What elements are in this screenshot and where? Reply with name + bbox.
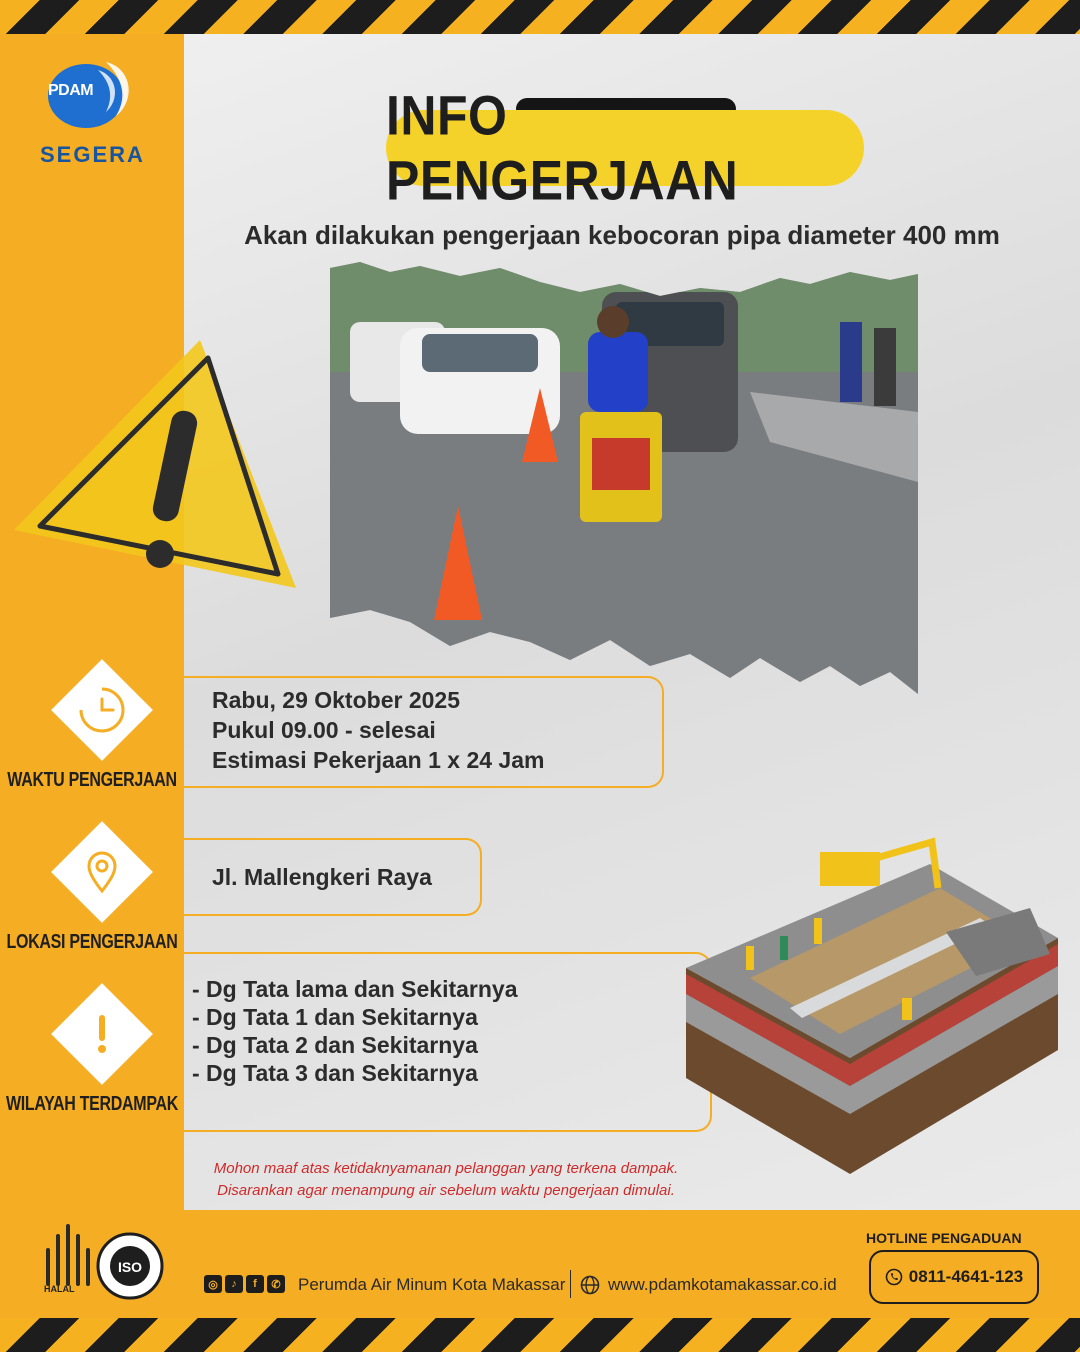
hotline-label: HOTLINE PENGADUAN	[866, 1230, 1022, 1246]
worksite-photo	[330, 262, 918, 694]
waktu-label: WAKTU PENGERJAAN	[7, 769, 177, 791]
notice-line-2: Disarankan agar menampung air sebelum waktu pengerjaan dimulai.	[217, 1182, 675, 1199]
hazard-stripe-top	[0, 0, 1080, 34]
facebook-icon[interactable]: f	[246, 1275, 264, 1293]
page-title: INFO PENGERJAAN	[386, 84, 739, 212]
location-pin-icon	[72, 842, 132, 902]
whatsapp-icon	[885, 1268, 903, 1286]
logo-short-text: PDAM	[48, 82, 94, 99]
hotline-button[interactable]	[869, 1250, 1039, 1304]
clock-icon	[72, 680, 132, 740]
title-banner	[386, 84, 864, 212]
subtitle: Akan dilakukan pengerjaan kebocoran pipa diameter 400 mm	[244, 220, 1000, 250]
waktu-estimate: Estimasi Pekerjaan 1 x 24 Jam	[212, 747, 545, 773]
website-link[interactable]: www.pdamkotamakassar.co.id	[608, 1275, 837, 1294]
exclamation-icon	[72, 1004, 132, 1064]
globe-icon	[580, 1275, 600, 1295]
logo-name-text: SEGERA	[40, 142, 145, 167]
hazard-stripe-bottom	[0, 1318, 1080, 1352]
instagram-icon[interactable]: ◎	[204, 1275, 222, 1293]
iso-text: ISO	[117, 1259, 143, 1275]
wilayah-area-2: - Dg Tata 1 dan Sekitarnya	[192, 1004, 478, 1030]
footer-divider	[570, 1270, 571, 1298]
excavation-illustration	[680, 828, 1060, 1178]
waktu-time: Pukul 09.00 - selesai	[212, 717, 436, 743]
lokasi-label: LOKASI PENGERJAAN	[6, 931, 178, 953]
wilayah-area-1: - Dg Tata lama dan Sekitarnya	[192, 976, 518, 1002]
wilayah-area-4: - Dg Tata 3 dan Sekitarnya	[192, 1060, 478, 1086]
warning-triangle-icon	[10, 330, 300, 600]
wilayah-label: WILAYAH TERDAMPAK	[5, 1093, 179, 1115]
halal-label: HALAL	[44, 1284, 75, 1294]
iso-badge-icon	[96, 1232, 164, 1300]
wilayah-area-3: - Dg Tata 2 dan Sekitarnya	[192, 1032, 478, 1058]
lokasi-address: Jl. Mallengkeri Raya	[212, 864, 432, 890]
social-name[interactable]: Perumda Air Minum Kota Makassar	[298, 1275, 566, 1294]
whatsapp-icon[interactable]: ✆	[267, 1275, 285, 1293]
pdam-logo	[30, 56, 154, 168]
tiktok-icon[interactable]: ♪	[225, 1275, 243, 1293]
waktu-date: Rabu, 29 Oktober 2025	[212, 687, 460, 713]
notice-line-1: Mohon maaf atas ketidaknyamanan pelanggan yang terkena dampak.	[213, 1160, 679, 1177]
social-icons	[204, 1275, 285, 1293]
hotline-number: 0811-4641-123	[908, 1267, 1024, 1286]
